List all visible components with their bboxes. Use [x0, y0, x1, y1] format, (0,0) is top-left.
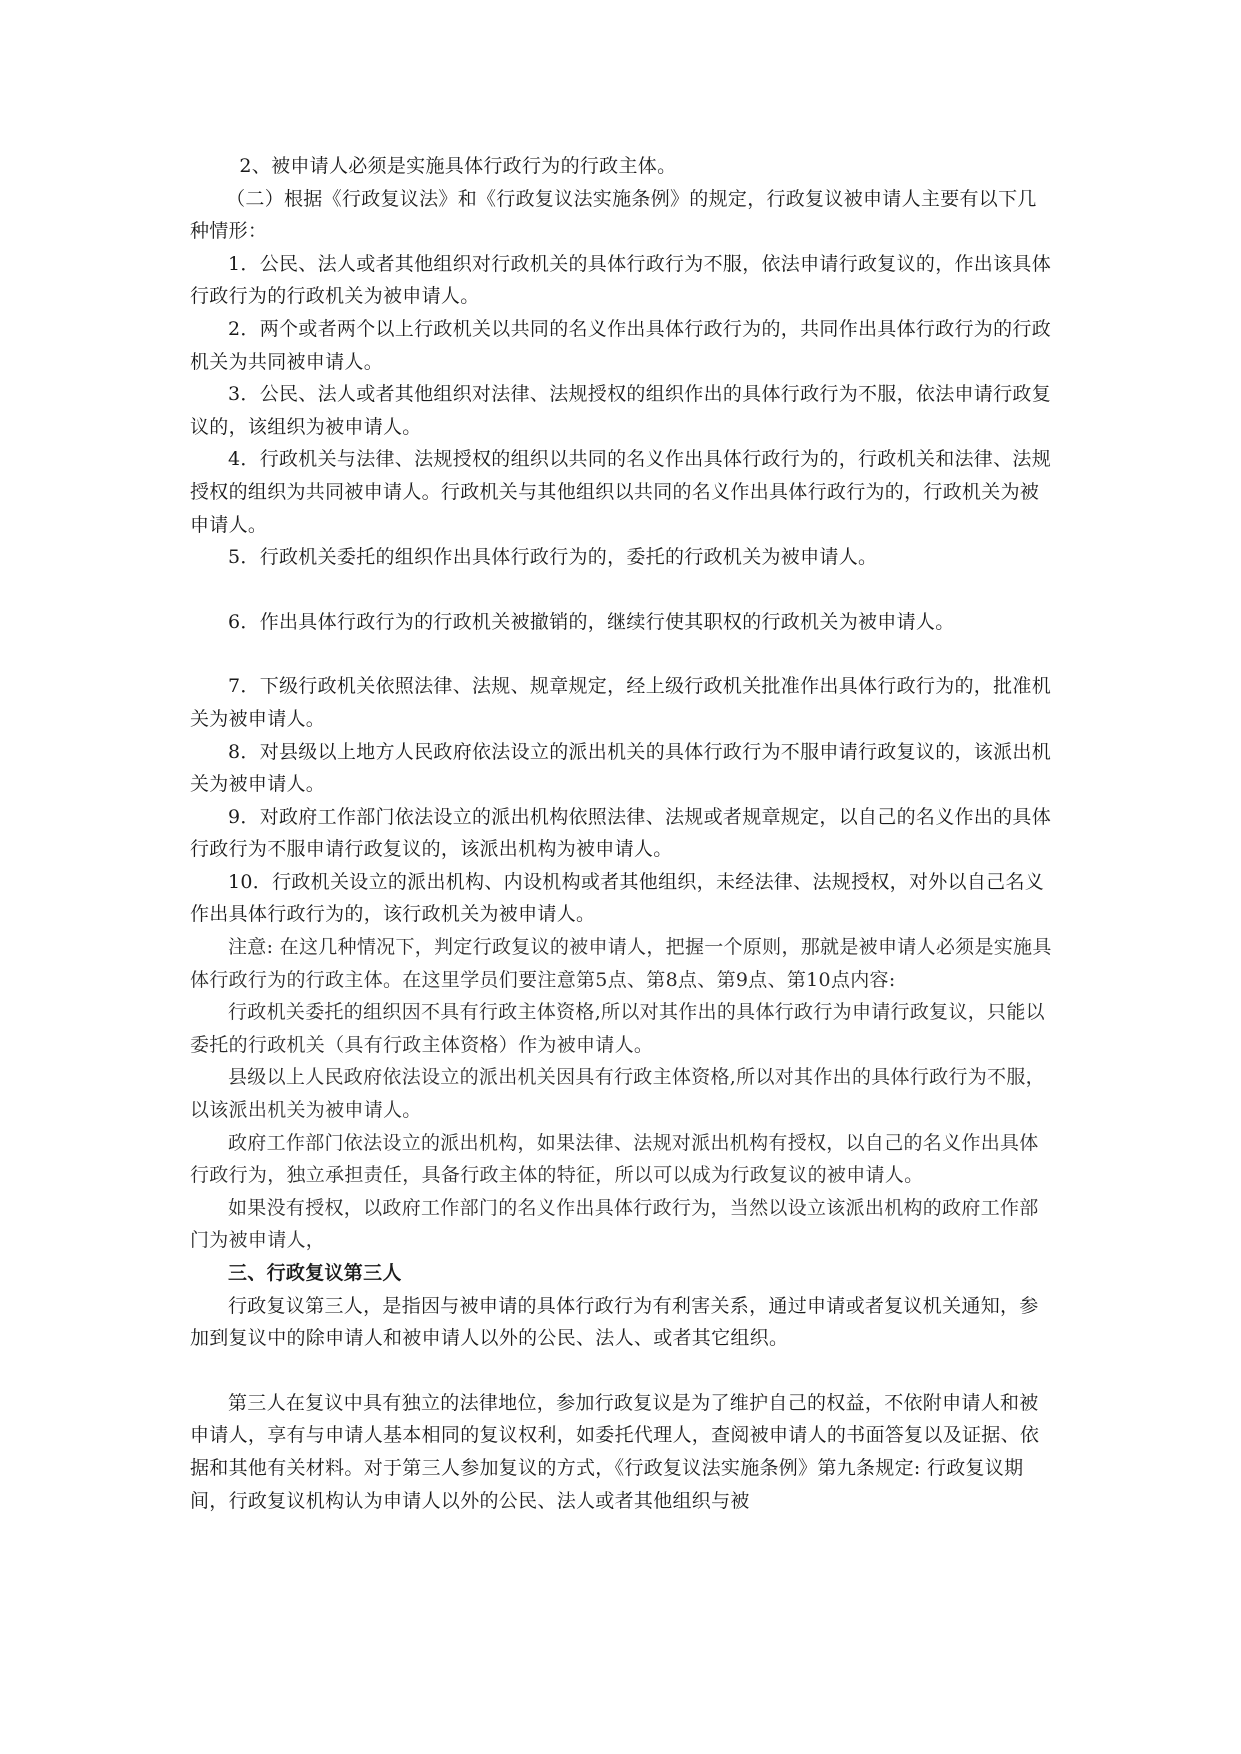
list-item: 5．行政机关委托的组织作出具体行政行为的，委托的行政机关为被申请人。 — [228, 546, 878, 569]
list-item: 8．对县级以上地方人民政府依法设立的派出机关的具体行政行为不服申请行政复议的，该派出机关为被申请人。 — [190, 740, 1051, 796]
list-item: 7．下级行政机关依照法律、法规、规章规定，经上级行政机关批准作出具体行政行为的，批准机关为被申请人。 — [190, 675, 1051, 730]
note-paragraph: 政府工作部门依法设立的派出机构，如果法律、法规对派出机构有授权，以自己的名义作出具体行政行为，独立承担责任，具备行政主体的特征，所以可以成为行政复议的被申请人。 — [190, 1131, 1039, 1187]
note-paragraph: 行政机关委托的组织因不具有行政主体资格,所以对其作出的具体行政行为申请行政复议，只能以委托的行政机关（具有行政主体资格）作为被申请人。 — [190, 1001, 1045, 1056]
list-item: 2．两个或者两个以上行政机关以共同的名义作出具体行政行为的，共同作出具体行政行为的行政机关为共同被申请人。 — [190, 317, 1051, 373]
document-page — [190, 150, 1052, 1517]
note-paragraph: 注意: 在这几种情况下，判定行政复议的被申请人，把握一个原则，那就是被申请人必须是实施具体行政行为的行政主体。在这里学员们要注意第5点、第8点、第9点、第10点内容: — [190, 936, 1052, 991]
note-paragraph: 县级以上人民政府依法设立的派出机关因具有行政主体资格,所以对其作出的具体行政行为不服，以该派出机关为被申请人。 — [190, 1066, 1045, 1122]
list-item: 10．行政机关设立的派出机构、内设机构或者其他组织，未经法律、法规授权，对外以自己名义作出具体行政行为的，该行政机关为被申请人。 — [190, 870, 1045, 926]
paragraph: （二）根据《行政复议法》和《行政复议法实施条例》的规定，行政复议被申请人主要有以下几种情形： — [190, 187, 1037, 243]
list-item: 1．公民、法人或者其他组织对行政机关的具体行政行为不服，依法申请行政复议的，作出该具体行政行为的行政机关为被申请人。 — [190, 252, 1051, 308]
list-item: 9．对政府工作部门依法设立的派出机构依照法律、法规或者规章规定，以自己的名义作出的具体行政行为不服申请行政复议的，该派出机构为被申请人。 — [190, 805, 1051, 861]
note-paragraph: 如果没有授权，以政府工作部门的名义作出具体行政行为，当然以设立该派出机构的政府工作部门为被申请人， — [190, 1196, 1039, 1252]
list-item: 6．作出具体行政行为的行政机关被撤销的，继续行使其职权的行政机关为被申请人。 — [228, 610, 955, 633]
list-item: 3．公民、法人或者其他组织对法律、法规授权的组织作出的具体行政行为不服，依法申请行政复议的，该组织为被申请人。 — [190, 383, 1051, 438]
list-item: 4．行政机关与法律、法规授权的组织以共同的名义作出具体行政行为的，行政机关和法律、法规授权的组织为共同被申请人。行政机关与其他组织以共同的名义作出具体行政行为的，行政机关为被申请人。 — [190, 448, 1051, 536]
paragraph: 行政复议第三人，是指因与被申请的具体行政行为有利害关系，通过申请或者复议机关通知，参加到复议中的除申请人和被申请人以外的公民、法人、或者其它组织。 — [190, 1294, 1039, 1350]
paragraph: 2、被申请人必须是实施具体行政行为的行政主体。 — [239, 155, 677, 177]
section-heading: 三、行政复议第三人 — [228, 1262, 402, 1284]
paragraph: 第三人在复议中具有独立的法律地位，参加行政复议是为了维护自己的权益，不依附申请人和被申请人，享有与申请人基本相同的复议权利，如委托代理人，查阅被申请人的书面答复以及证据、依据和其他有关材料。对于第三人参加复议的方式，《行政复议法实施条例》第九条规定: 行政复议期间，行政复议机构认为申请人以外的公民、法人或者其他组织与被 — [190, 1391, 1040, 1512]
